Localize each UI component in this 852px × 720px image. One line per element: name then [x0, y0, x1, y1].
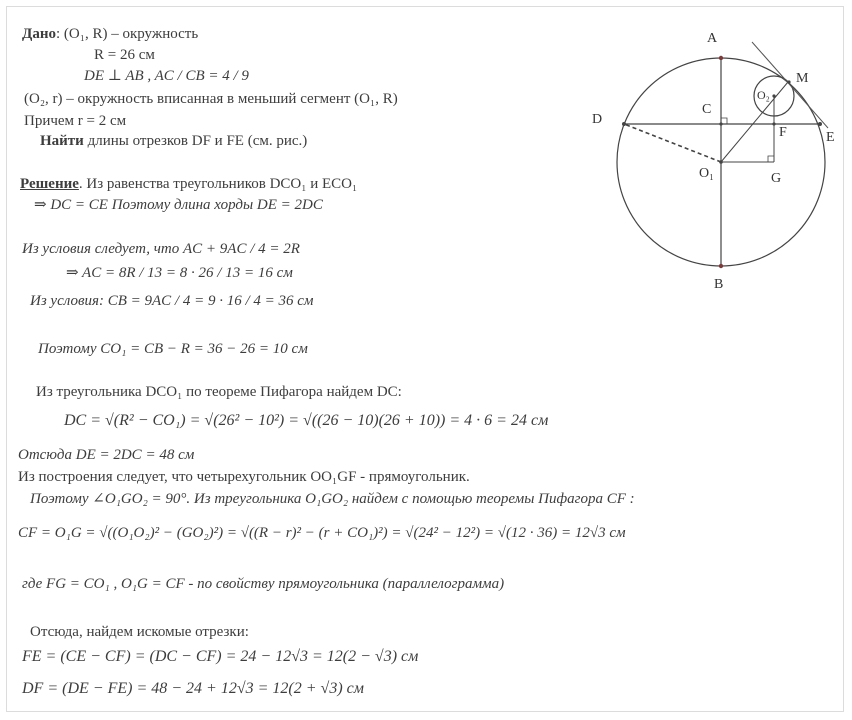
- given-line-3: DE ⊥ AB , AC / CB = 4 / 9: [84, 68, 249, 84]
- solution-line-10: Из построения следует, что четырехугольник OO₁GF - прямоугольник.: [18, 469, 470, 485]
- solution-line-12: CF = O₁G = √((O₁O₂)² − (GO₂)²) = √((R − r)² − (r + CO₁)²) = √(24² − 12²) = √(12 · 36) = 12√3 см: [18, 525, 626, 541]
- solution-line-8: DC = √(R² − CO₁) = √(26² − 10²) = √((26 − 10)(26 + 10)) = 4 · 6 = 24 см: [64, 412, 549, 429]
- find-label: Найти: [40, 133, 84, 149]
- point-f: [772, 122, 775, 125]
- segment-o1-d: [624, 124, 721, 162]
- given-line-5: Причем r = 2 см: [24, 113, 127, 129]
- given-line-2: R = 26 см: [94, 47, 155, 63]
- label-g: G: [771, 171, 782, 186]
- solution-line-5: Из условия: CB = 9AC / 4 = 9 · 16 / 4 = 36 см: [30, 293, 314, 309]
- point-o1: [719, 160, 723, 164]
- solution-line-2: ⇒ DC = CE Поэтому длина хорды DE = 2DC: [34, 197, 323, 213]
- solution-line-3: Из условия следует, что AC + 9AC / 4 = 2R: [22, 241, 300, 257]
- solution-line-6: Поэтому CO₁ = CB − R = 36 − 26 = 10 см: [38, 341, 308, 357]
- solution-line-7: Из треугольника DCO₁ по теореме Пифагора найдем DC:: [36, 384, 402, 400]
- solution-line-16: DF = (DE − FE) = 48 − 24 + 12√3 = 12(2 + √3) см: [22, 680, 364, 697]
- given-label: Дано: [22, 26, 56, 42]
- point-b: [719, 264, 723, 268]
- solution-line-11: Поэтому ∠O₁GO₂ = 90°. Из треугольника O₁GO₂ найдем с помощью теоремы Пифагора CF :: [30, 491, 635, 507]
- label-e: E: [826, 130, 835, 145]
- label-b: B: [714, 277, 724, 292]
- label-o2: O₂: [757, 88, 770, 102]
- label-c: C: [702, 102, 712, 117]
- solution-line-15: FE = (CE − CF) = (DC − CF) = 24 − 12√3 = 12(2 − √3) см: [22, 648, 419, 665]
- point-a: [719, 56, 723, 60]
- tangent-line: [752, 42, 828, 128]
- label-m: M: [796, 71, 809, 86]
- solution-line-13: где FG = CO₁ , O₁G = CF - по свойству прямоугольника (параллелограмма): [22, 576, 505, 592]
- given-line-4: (O₂, r) – окружность вписанная в меньший сегмент (O₁, R): [24, 91, 398, 107]
- given-line-1: Дано: (O₁, R) – окружность: [22, 26, 199, 42]
- solution-line-1: Решение. Из равенства треугольников DCO₁ и ECO₁: [20, 176, 358, 192]
- solution-line-9: Отсюда DE = 2DC = 48 см: [18, 447, 195, 463]
- point-d: [622, 122, 626, 126]
- find-line: Найти длины отрезков DF и FE (см. рис.): [40, 133, 308, 149]
- point-o2: [772, 94, 775, 97]
- label-d: D: [592, 112, 603, 127]
- label-a: A: [707, 31, 718, 46]
- label-o1: O₁: [699, 166, 714, 181]
- point-e: [818, 122, 822, 126]
- right-angle-g: [768, 156, 774, 162]
- solution-label: Решение: [20, 176, 79, 192]
- point-m: [787, 80, 790, 83]
- label-f: F: [779, 125, 787, 140]
- point-c: [719, 122, 722, 125]
- solution-line-4: ⇒ AC = 8R / 13 = 8 · 26 / 13 = 16 см: [66, 265, 293, 281]
- solution-line-14: Отсюда, найдем искомые отрезки:: [30, 624, 249, 640]
